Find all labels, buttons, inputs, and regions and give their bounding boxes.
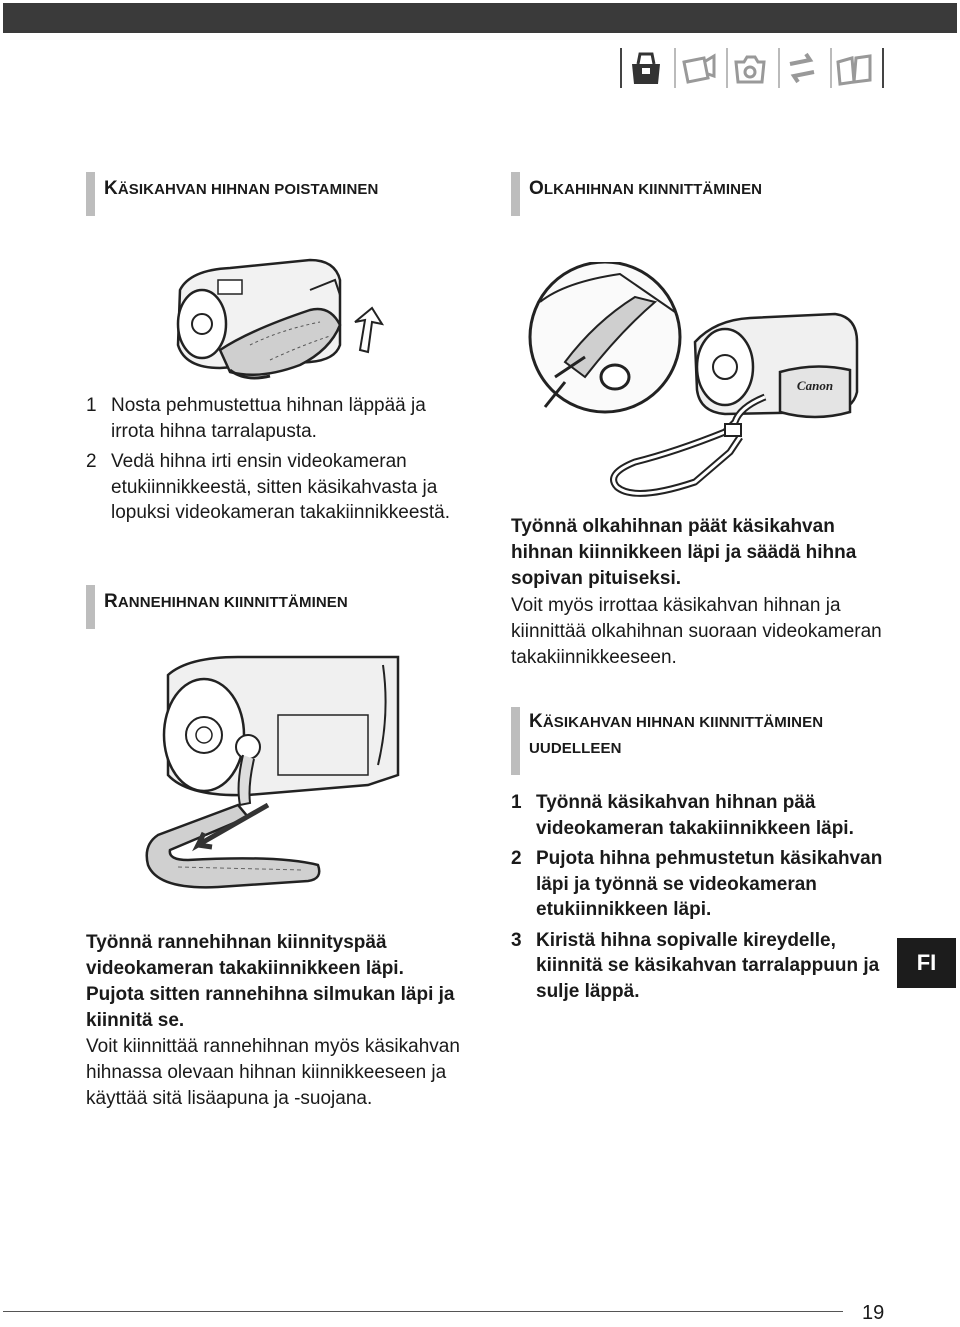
video-icon	[678, 48, 726, 88]
step-number: 2	[511, 848, 522, 869]
additional-information-icon	[834, 48, 882, 88]
language-tab: FI	[897, 938, 956, 988]
shoulder-strap-attachment-illustration	[525, 262, 865, 512]
section-heading-wrist-strap	[86, 585, 348, 629]
external-connections-icon	[782, 48, 830, 88]
step-item	[511, 846, 886, 923]
step-text: Kiristä hihna sopivalle kireydelle, kiinnitä se käsikahvan tarralappuun ja sulje läppä.	[536, 929, 880, 1002]
step-number: 1	[86, 395, 97, 416]
step-text: Nosta pehmustettua hihnan läppää ja irrota hihna tarralapusta.	[111, 395, 426, 442]
step-item	[86, 393, 466, 444]
footer-rule	[3, 1311, 843, 1312]
step-text: Työnnä käsikahvan hihnan pää videokameran takakiinnikkeen läpi.	[536, 792, 854, 839]
camcorder-grip-belt-removal-illustration	[160, 250, 400, 390]
preparation-icon	[626, 48, 674, 88]
reattach-grip-belt-steps	[511, 790, 886, 1009]
canon-brand-label: Canon	[796, 378, 834, 393]
heading-lead-letter: R	[104, 591, 118, 612]
heading-lead-letter: K	[529, 711, 543, 732]
step-item	[511, 790, 886, 841]
top-banner	[3, 3, 957, 33]
heading-text: LKAHIHNAN KIINNITTÄMINEN	[543, 181, 763, 198]
step-text: Pujota hihna pehmustetun käsikahvan läpi ja työnnä se videokameran etukiinnikkeen läpi.	[536, 848, 883, 920]
section-heading-shoulder-strap	[511, 172, 762, 216]
heading-accent-bar	[86, 585, 95, 629]
wrist-strap-attachment-illustration	[128, 655, 408, 920]
section-heading-reattach-grip-belt	[511, 707, 823, 775]
step-item	[86, 449, 466, 526]
step-text: Vedä hihna irti ensin videokameran etukiinnikkeestä, sitten käsikahvasta ja lopuksi videokameran takakiinnikkeestä.	[111, 451, 451, 523]
heading-text-line2: UUDELLEEN	[529, 740, 622, 757]
shoulder-strap-instruction: Työnnä olkahihnan päät käsikahvan hihnan kiinnikkeen läpi ja säädä hihna sopivan pituiseksi.	[511, 516, 857, 589]
step-number: 3	[511, 929, 522, 951]
photo-icon	[730, 48, 778, 88]
wrist-strap-note: Voit kiinnittää rannehihnan myös käsikahvan hihnassa olevaan hihnan kiinnikkeeseen ja käyttää sitä lisäapuna ja -suojana.	[86, 1036, 460, 1109]
heading-accent-bar	[511, 172, 520, 216]
heading-accent-bar	[86, 172, 95, 216]
heading-text: ÄSIKAHVAN HIHNAN KIINNITTÄMINEN	[542, 714, 824, 731]
remove-grip-belt-steps	[86, 393, 466, 531]
heading-lead-letter: O	[529, 178, 544, 199]
heading-text: ANNEHIHNAN KIINNITTÄMINEN	[117, 594, 348, 611]
chapter-icons	[620, 48, 885, 88]
shoulder-strap-note: Voit myös irrottaa käsikahvan hihnan ja kiinnittää olkahihnan suoraan videokameran takakiinnikkeeseen.	[511, 595, 882, 668]
page-number: 19	[862, 1302, 885, 1324]
heading-text: ÄSIKAHVAN HIHNAN POISTAMINEN	[117, 181, 379, 198]
wrist-strap-instruction: Työnnä rannehihnan kiinnityspää videokameran takakiinnikkeen läpi. Pujota sitten rannehihna silmukan läpi ja kiinnitä se.	[86, 932, 455, 1031]
section-heading-remove-grip-belt	[86, 172, 378, 216]
heading-lead-letter: K	[104, 178, 118, 199]
step-number: 2	[86, 451, 97, 472]
heading-accent-bar	[511, 707, 520, 775]
step-item	[511, 928, 886, 1005]
step-number: 1	[511, 792, 522, 813]
